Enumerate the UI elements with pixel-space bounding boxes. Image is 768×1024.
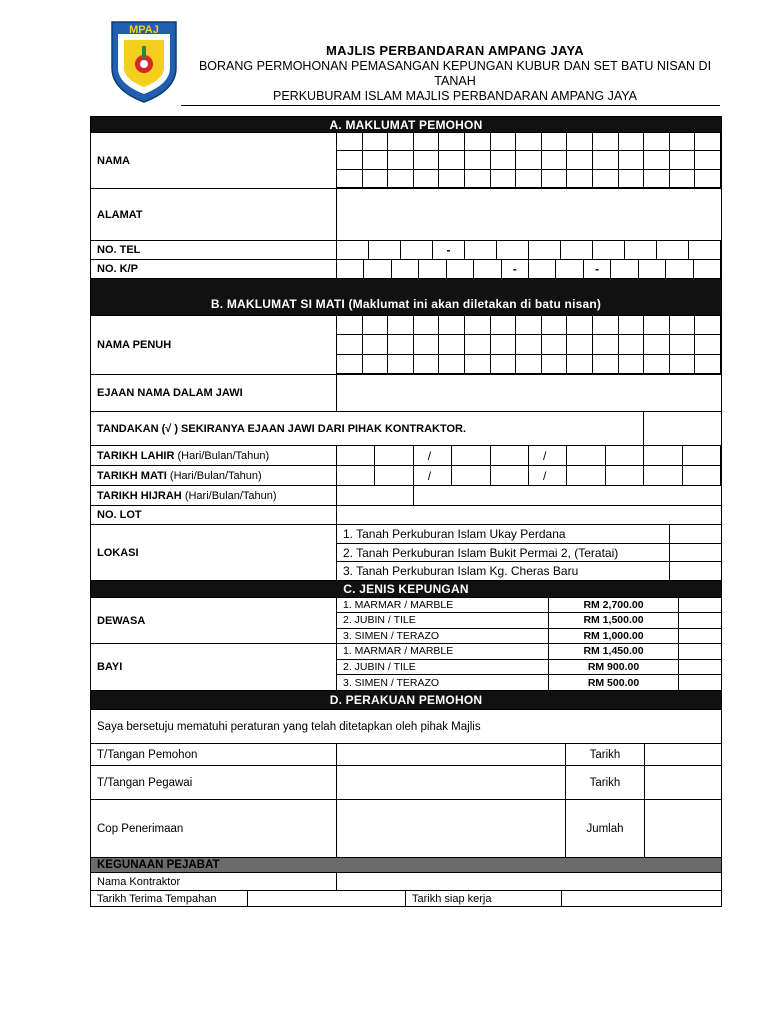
mpaj-logo: [106, 16, 182, 104]
nama-penuh-char-box[interactable]: [670, 355, 696, 374]
kp-digit-box[interactable]: [337, 260, 364, 278]
nama-penuh-char-box[interactable]: [567, 355, 593, 374]
kp-digit-box[interactable]: [556, 260, 583, 278]
nama-char-box[interactable]: [439, 133, 465, 151]
date-box[interactable]: [491, 446, 529, 465]
nama-penuh-char-box[interactable]: [593, 335, 619, 354]
hijrah-day[interactable]: [337, 486, 414, 505]
tarikh-mati-field[interactable]: [337, 466, 721, 485]
date-box[interactable]: [644, 466, 682, 485]
jumlah-field[interactable]: [645, 800, 721, 857]
nama-penuh-char-box[interactable]: [491, 335, 517, 354]
kp-digit-box[interactable]: [447, 260, 474, 278]
nama-penuh-char-box[interactable]: [542, 316, 568, 335]
section-a-header: A. MAKLUMAT PEMOHON: [90, 116, 722, 133]
nama-char-box[interactable]: [542, 133, 568, 151]
jumlah-label: Jumlah: [566, 800, 645, 857]
no-tel-label: NO. TEL: [91, 241, 337, 259]
tel-digit-box[interactable]: [337, 241, 369, 259]
tarikh-hijrah-label: TARIKH HIJRAH (Hari/Bulan/Tahun): [91, 486, 337, 505]
nama-char-box[interactable]: [439, 151, 465, 169]
tarikh-label-2: Tarikh: [566, 766, 645, 799]
nama-penuh-char-box[interactable]: [644, 355, 670, 374]
nama-char-box[interactable]: [516, 151, 542, 169]
nama-char-box[interactable]: [619, 151, 645, 169]
date-box[interactable]: [337, 466, 375, 485]
tarikh-lahir-field[interactable]: [337, 446, 721, 465]
nama-char-box[interactable]: [516, 133, 542, 151]
no-kp-field[interactable]: [337, 260, 721, 278]
nama-penuh-char-box[interactable]: [542, 355, 568, 374]
nama-penuh-char-box[interactable]: [439, 316, 465, 335]
nama-penuh-char-box[interactable]: [670, 335, 696, 354]
date-box[interactable]: [452, 446, 490, 465]
nama-penuh-char-box[interactable]: [465, 355, 491, 374]
alamat-row: [90, 189, 722, 241]
form-subtitle: [190, 59, 720, 104]
date-box[interactable]: [375, 466, 413, 485]
kepungan-group-label: BAYI: [91, 644, 337, 690]
kepungan-option: [337, 675, 721, 690]
lokasi-option: [337, 544, 721, 563]
ttangan-pegawai-row: [90, 766, 722, 800]
lokasi-options: [337, 525, 721, 580]
date-box[interactable]: /: [529, 446, 567, 465]
nama-penuh-char-box[interactable]: [337, 335, 363, 354]
nama-penuh-char-box[interactable]: [337, 355, 363, 374]
nama-char-box[interactable]: [593, 151, 619, 169]
kepungan-checkbox[interactable]: [679, 598, 721, 612]
nama-penuh-row: [90, 316, 722, 375]
kepungan-option: [337, 660, 721, 676]
nama-penuh-char-box[interactable]: [567, 335, 593, 354]
nama-char-box[interactable]: [491, 133, 517, 151]
tel-digit-box[interactable]: [369, 241, 401, 259]
nama-char-box[interactable]: [516, 170, 542, 188]
office-use-header: KEGUNAAN PEJABAT: [90, 858, 722, 873]
nama-penuh-char-box[interactable]: [644, 335, 670, 354]
tarikh-siap-label: Tarikh siap kerja: [406, 891, 562, 906]
nama-penuh-char-box[interactable]: [695, 355, 721, 374]
ejaan-jawi-label: EJAAN NAMA DALAM JAWI: [91, 375, 337, 411]
kp-digit-box[interactable]: [694, 260, 721, 278]
ttangan-pemohon-label: T/Tangan Pemohon: [91, 744, 337, 765]
hijrah-rest[interactable]: [414, 486, 721, 505]
tel-digit-box[interactable]: [465, 241, 497, 259]
nama-char-box[interactable]: [619, 170, 645, 188]
nama-penuh-char-box[interactable]: [619, 335, 645, 354]
nama-char-box[interactable]: [644, 133, 670, 151]
tarikh-terima-field[interactable]: [248, 891, 406, 906]
nama-penuh-char-box[interactable]: [414, 355, 440, 374]
alamat-label: ALAMAT: [91, 189, 337, 240]
nama-penuh-char-box[interactable]: [363, 335, 389, 354]
nama-kontraktor-field[interactable]: [337, 873, 721, 890]
section-d-header: D. PERAKUAN PEMOHON: [90, 691, 722, 710]
tarikh-pemohon-field[interactable]: [645, 744, 721, 765]
cop-label: Cop Penerimaan: [91, 800, 337, 857]
nama-penuh-char-box[interactable]: [414, 316, 440, 335]
nama-char-box[interactable]: [388, 133, 414, 151]
tel-digit-box[interactable]: [529, 241, 561, 259]
nama-penuh-char-box[interactable]: [491, 355, 517, 374]
tandakan-checkbox[interactable]: [644, 412, 721, 445]
kepungan-option: [337, 644, 721, 660]
kepungan-option: [337, 613, 721, 628]
nama-penuh-char-box[interactable]: [593, 355, 619, 374]
nama-char-box[interactable]: [363, 151, 389, 169]
nama-char-box[interactable]: [644, 170, 670, 188]
ejaan-jawi-field[interactable]: [337, 375, 721, 411]
date-box[interactable]: [683, 466, 721, 485]
kepungan-type: 3. SIMEN / TERAZO: [337, 629, 549, 643]
nama-penuh-char-box[interactable]: [388, 316, 414, 335]
alamat-field[interactable]: [337, 189, 721, 240]
lokasi-option-label: 2. Tanah Perkuburan Islam Bukit Permai 2, (Teratai): [337, 544, 670, 562]
nama-penuh-char-box[interactable]: [439, 335, 465, 354]
tarikh-label-1: Tarikh: [566, 744, 645, 765]
nama-char-box[interactable]: [465, 133, 491, 151]
nama-char-box[interactable]: [542, 151, 568, 169]
lokasi-row: [90, 525, 722, 581]
nama-char-box[interactable]: [414, 133, 440, 151]
nama-penuh-char-box[interactable]: [619, 316, 645, 335]
nama-char-box[interactable]: [337, 151, 363, 169]
nama-penuh-char-box[interactable]: [593, 316, 619, 335]
date-box[interactable]: [337, 446, 375, 465]
nama-char-box[interactable]: [363, 170, 389, 188]
date-box[interactable]: [606, 466, 644, 485]
date-box[interactable]: [644, 446, 682, 465]
kepungan-checkbox[interactable]: [679, 613, 721, 627]
kepungan-checkbox[interactable]: [679, 644, 721, 659]
nama-char-box[interactable]: [465, 170, 491, 188]
tandakan-row: [90, 412, 722, 446]
date-box[interactable]: [491, 466, 529, 485]
kepungan-price: RM 1,500.00: [549, 613, 679, 627]
nama-penuh-char-box[interactable]: [695, 316, 721, 335]
kepungan-price: RM 900.00: [549, 660, 679, 675]
nama-char-box[interactable]: [414, 170, 440, 188]
council-title: MAJLIS PERBANDARAN AMPANG JAYA: [326, 43, 584, 58]
tarikh-lahir-label: TARIKH LAHIR (Hari/Bulan/Tahun): [91, 446, 337, 465]
kepungan-checkbox[interactable]: [679, 675, 721, 690]
kepungan-checkbox[interactable]: [679, 660, 721, 675]
kepungan-option: [337, 598, 721, 613]
date-box[interactable]: [683, 446, 721, 465]
no-lot-row: [90, 506, 722, 525]
tel-digit-box[interactable]: [497, 241, 529, 259]
lokasi-option: [337, 562, 721, 580]
nama-penuh-char-box[interactable]: [388, 355, 414, 374]
nama-label: NAMA: [91, 133, 337, 188]
kepungan-checkbox[interactable]: [679, 629, 721, 643]
nama-char-box[interactable]: [593, 170, 619, 188]
kp-digit-box[interactable]: [639, 260, 666, 278]
nama-char-box[interactable]: [619, 133, 645, 151]
kepungan-type: 3. SIMEN / TERAZO: [337, 675, 549, 690]
tarikh-hijrah-row: [90, 486, 722, 506]
nama-penuh-char-box[interactable]: [695, 335, 721, 354]
lokasi-label: LOKASI: [91, 525, 337, 580]
nama-penuh-char-box[interactable]: [516, 335, 542, 354]
tarikh-lahir-row: [90, 446, 722, 466]
nama-penuh-char-box[interactable]: [465, 335, 491, 354]
nama-penuh-char-box[interactable]: [363, 355, 389, 374]
tarikh-mati-row: [90, 466, 722, 486]
tarikh-hijrah-field[interactable]: [337, 486, 721, 505]
nama-char-box[interactable]: [388, 151, 414, 169]
ttangan-pemohon-row: [90, 744, 722, 766]
nama-kontraktor-label: Nama Kontraktor: [91, 873, 337, 890]
date-box[interactable]: /: [414, 466, 452, 485]
no-lot-field[interactable]: [337, 506, 721, 524]
nama-char-box[interactable]: [388, 170, 414, 188]
ttangan-pemohon-field[interactable]: [337, 744, 566, 765]
nama-char-box[interactable]: [567, 151, 593, 169]
kp-digit-box[interactable]: [611, 260, 638, 278]
tel-digit-box[interactable]: [561, 241, 593, 259]
lokasi-option-label: 1. Tanah Perkuburan Islam Ukay Perdana: [337, 525, 670, 543]
header-divider: [181, 105, 720, 106]
date-box[interactable]: /: [414, 446, 452, 465]
nama-char-box[interactable]: [337, 133, 363, 151]
cop-row: [90, 800, 722, 858]
subtitle-line-1: BORANG PERMOHONAN PEMASANGAN KEPUNGAN KUBUR DAN SET BATU NISAN DI TANAH: [198, 59, 712, 88]
nama-char-box[interactable]: [542, 170, 568, 188]
kepungan-type: 1. MARMAR / MARBLE: [337, 598, 549, 612]
kp-digit-box[interactable]: [392, 260, 419, 278]
kp-digit-box[interactable]: -: [502, 260, 529, 278]
ttangan-pegawai-field[interactable]: [337, 766, 566, 799]
lokasi-option: [337, 525, 721, 544]
nama-char-box[interactable]: [695, 170, 721, 188]
tarikh-terima-row: [90, 891, 722, 907]
lokasi-checkbox[interactable]: [670, 562, 721, 580]
no-lot-label: NO. LOT: [91, 506, 337, 524]
kepungan-price: RM 1,000.00: [549, 629, 679, 643]
nama-char-box[interactable]: [644, 151, 670, 169]
nama-penuh-char-box[interactable]: [363, 316, 389, 335]
statement-row: [90, 710, 722, 744]
date-box[interactable]: [452, 466, 490, 485]
nama-char-grid[interactable]: [337, 133, 721, 188]
application-form: [90, 116, 722, 907]
no-tel-row: [90, 241, 722, 260]
kepungan-type: 1. MARMAR / MARBLE: [337, 644, 549, 659]
nama-penuh-char-box[interactable]: [491, 316, 517, 335]
lokasi-checkbox[interactable]: [670, 544, 721, 562]
nama-penuh-char-box[interactable]: [465, 316, 491, 335]
nama-char-box[interactable]: [414, 151, 440, 169]
nama-char-box[interactable]: [695, 133, 721, 151]
cop-field[interactable]: [337, 800, 566, 857]
kp-digit-box[interactable]: [666, 260, 693, 278]
kepungan-groups: [90, 598, 722, 691]
lokasi-checkbox[interactable]: [670, 525, 721, 543]
nama-penuh-char-box[interactable]: [644, 316, 670, 335]
tel-digit-box[interactable]: [689, 241, 721, 259]
section-b-header: B. MAKLUMAT SI MATI (Maklumat ini akan diletakan di batu nisan): [90, 279, 722, 316]
svg-text:MPAJ: MPAJ: [129, 24, 159, 36]
nama-kontraktor-row: [90, 873, 722, 891]
kp-digit-box[interactable]: [474, 260, 501, 278]
no-kp-label: NO. K/P: [91, 260, 337, 278]
nama-penuh-char-box[interactable]: [516, 316, 542, 335]
kepungan-option: [337, 629, 721, 643]
date-box[interactable]: /: [529, 466, 567, 485]
nama-char-box[interactable]: [491, 170, 517, 188]
date-box[interactable]: [567, 446, 605, 465]
nama-char-box[interactable]: [491, 151, 517, 169]
tel-digit-box[interactable]: [657, 241, 689, 259]
agreement-statement: Saya bersetuju mematuhi peraturan yang telah ditetapkan oleh pihak Majlis: [97, 720, 481, 733]
subtitle-line-2: PERKUBURAM ISLAM MAJLIS PERBANDARAN AMPANG JAYA: [273, 89, 637, 103]
nama-penuh-char-box[interactable]: [619, 355, 645, 374]
tel-digit-box[interactable]: [625, 241, 657, 259]
kp-digit-box[interactable]: -: [584, 260, 611, 278]
tarikh-siap-field[interactable]: [562, 891, 721, 906]
kepungan-group-row: [90, 598, 722, 644]
kepungan-type: 2. JUBIN / TILE: [337, 613, 549, 627]
tel-digit-box[interactable]: [401, 241, 433, 259]
kepungan-price: RM 2,700.00: [549, 598, 679, 612]
nama-penuh-char-box[interactable]: [388, 335, 414, 354]
tarikh-mati-label: TARIKH MATI (Hari/Bulan/Tahun): [91, 466, 337, 485]
nama-penuh-char-box[interactable]: [516, 355, 542, 374]
ejaan-jawi-row: [90, 375, 722, 412]
ttangan-pegawai-label: T/Tangan Pegawai: [91, 766, 337, 799]
nama-char-box[interactable]: [695, 151, 721, 169]
nama-char-box[interactable]: [567, 133, 593, 151]
date-box[interactable]: [606, 446, 644, 465]
kepungan-group-row: [90, 644, 722, 691]
no-tel-field[interactable]: [337, 241, 721, 259]
nama-char-box[interactable]: [363, 133, 389, 151]
kepungan-options: [337, 644, 721, 690]
nama-penuh-char-box[interactable]: [670, 316, 696, 335]
date-box[interactable]: [375, 446, 413, 465]
nama-char-box[interactable]: [337, 170, 363, 188]
nama-char-box[interactable]: [439, 170, 465, 188]
kp-digit-box[interactable]: [364, 260, 391, 278]
no-kp-row: [90, 260, 722, 279]
kepungan-options: [337, 598, 721, 643]
nama-penuh-char-box[interactable]: [337, 316, 363, 335]
tel-digit-box[interactable]: -: [433, 241, 465, 259]
nama-penuh-char-box[interactable]: [414, 335, 440, 354]
nama-char-box[interactable]: [465, 151, 491, 169]
tarikh-pegawai-field[interactable]: [645, 766, 721, 799]
section-c-header: C. JENIS KEPUNGAN: [90, 581, 722, 598]
nama-char-box[interactable]: [593, 133, 619, 151]
nama-char-box[interactable]: [670, 151, 696, 169]
date-box[interactable]: [567, 466, 605, 485]
nama-char-box[interactable]: [670, 170, 696, 188]
tel-digit-box[interactable]: [593, 241, 625, 259]
kepungan-price: RM 1,450.00: [549, 644, 679, 659]
nama-char-box[interactable]: [567, 170, 593, 188]
tandakan-label: TANDAKAN (√ ) SEKIRANYA EJAAN JAWI DARI PIHAK KONTRAKTOR.: [91, 412, 644, 445]
nama-penuh-label: NAMA PENUH: [91, 316, 337, 374]
nama-penuh-char-box[interactable]: [542, 335, 568, 354]
nama-char-box[interactable]: [670, 133, 696, 151]
lokasi-option-label: 3. Tanah Perkuburan Islam Kg. Cheras Baru: [337, 562, 670, 580]
kepungan-type: 2. JUBIN / TILE: [337, 660, 549, 675]
kp-digit-box[interactable]: [529, 260, 556, 278]
kepungan-group-label: DEWASA: [91, 598, 337, 643]
nama-penuh-char-grid[interactable]: [337, 316, 721, 374]
kepungan-price: RM 500.00: [549, 675, 679, 690]
nama-penuh-char-box[interactable]: [567, 316, 593, 335]
nama-penuh-char-box[interactable]: [439, 355, 465, 374]
tarikh-terima-label: Tarikh Terima Tempahan: [91, 891, 248, 906]
kp-digit-box[interactable]: [419, 260, 446, 278]
nama-row: [90, 133, 722, 189]
